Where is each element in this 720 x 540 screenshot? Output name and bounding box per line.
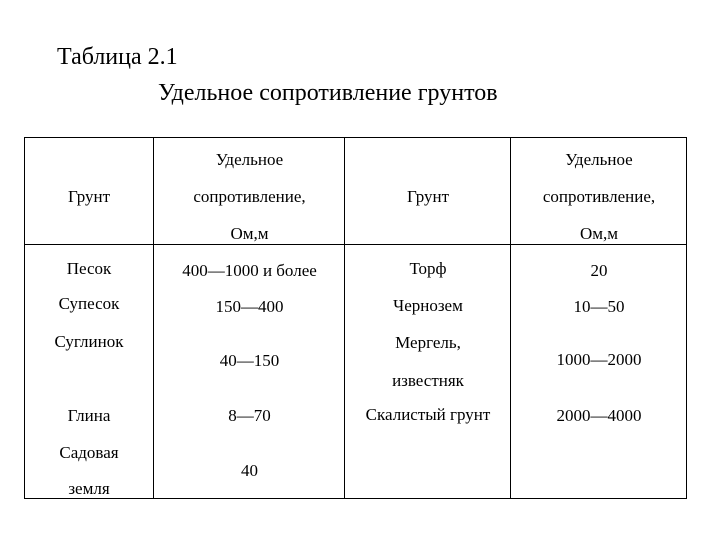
- value-garden-earth: 40: [241, 461, 258, 480]
- value-sand: 400—1000 и более: [182, 261, 317, 280]
- soil-chernozem: Чернозем: [393, 296, 463, 315]
- value-sandy-loam: 150—400: [215, 297, 284, 316]
- header-resistance-left-line3: Ом,м: [230, 224, 269, 243]
- value-rocky-ground: 2000—4000: [556, 406, 642, 425]
- soil-clay: Глина: [67, 406, 111, 425]
- header-resistance-right-line1: Удельное: [565, 150, 633, 169]
- soil-rocky-ground: Скалистый грунт: [365, 405, 491, 424]
- soil-marl-line1: Мергель,: [395, 333, 461, 352]
- header-resistance-left-line1: Удельное: [215, 150, 284, 169]
- soil-sand: Песок: [66, 259, 112, 278]
- table-border-top: [24, 137, 687, 138]
- header-soil-right: Грунт: [406, 187, 450, 206]
- header-soil-left: Грунт: [67, 187, 111, 206]
- value-loam: 40—150: [219, 351, 280, 370]
- table-caption: Удельное сопротивление грунтов: [158, 80, 498, 106]
- header-resistance-right-line3: Ом,м: [579, 224, 619, 243]
- table-header-divider: [24, 244, 687, 245]
- header-resistance-left-line2: сопротивление,: [193, 187, 306, 206]
- soil-garden-earth-line2: земля: [68, 479, 110, 498]
- soil-peat: Торф: [409, 259, 447, 278]
- soil-garden-earth-line1: Садовая: [59, 443, 119, 462]
- value-peat: 20: [590, 261, 608, 280]
- soil-sandy-loam: Супесок: [58, 294, 120, 313]
- value-chernozem: 10—50: [573, 297, 625, 316]
- value-clay: 8—70: [228, 406, 271, 425]
- soil-loam: Суглинок: [54, 332, 124, 351]
- table-number: Таблица 2.1: [57, 44, 178, 70]
- soil-marl-line2: известняк: [392, 371, 464, 390]
- value-marl: 1000—2000: [556, 350, 642, 369]
- header-resistance-right-line2: сопротивление,: [542, 187, 656, 206]
